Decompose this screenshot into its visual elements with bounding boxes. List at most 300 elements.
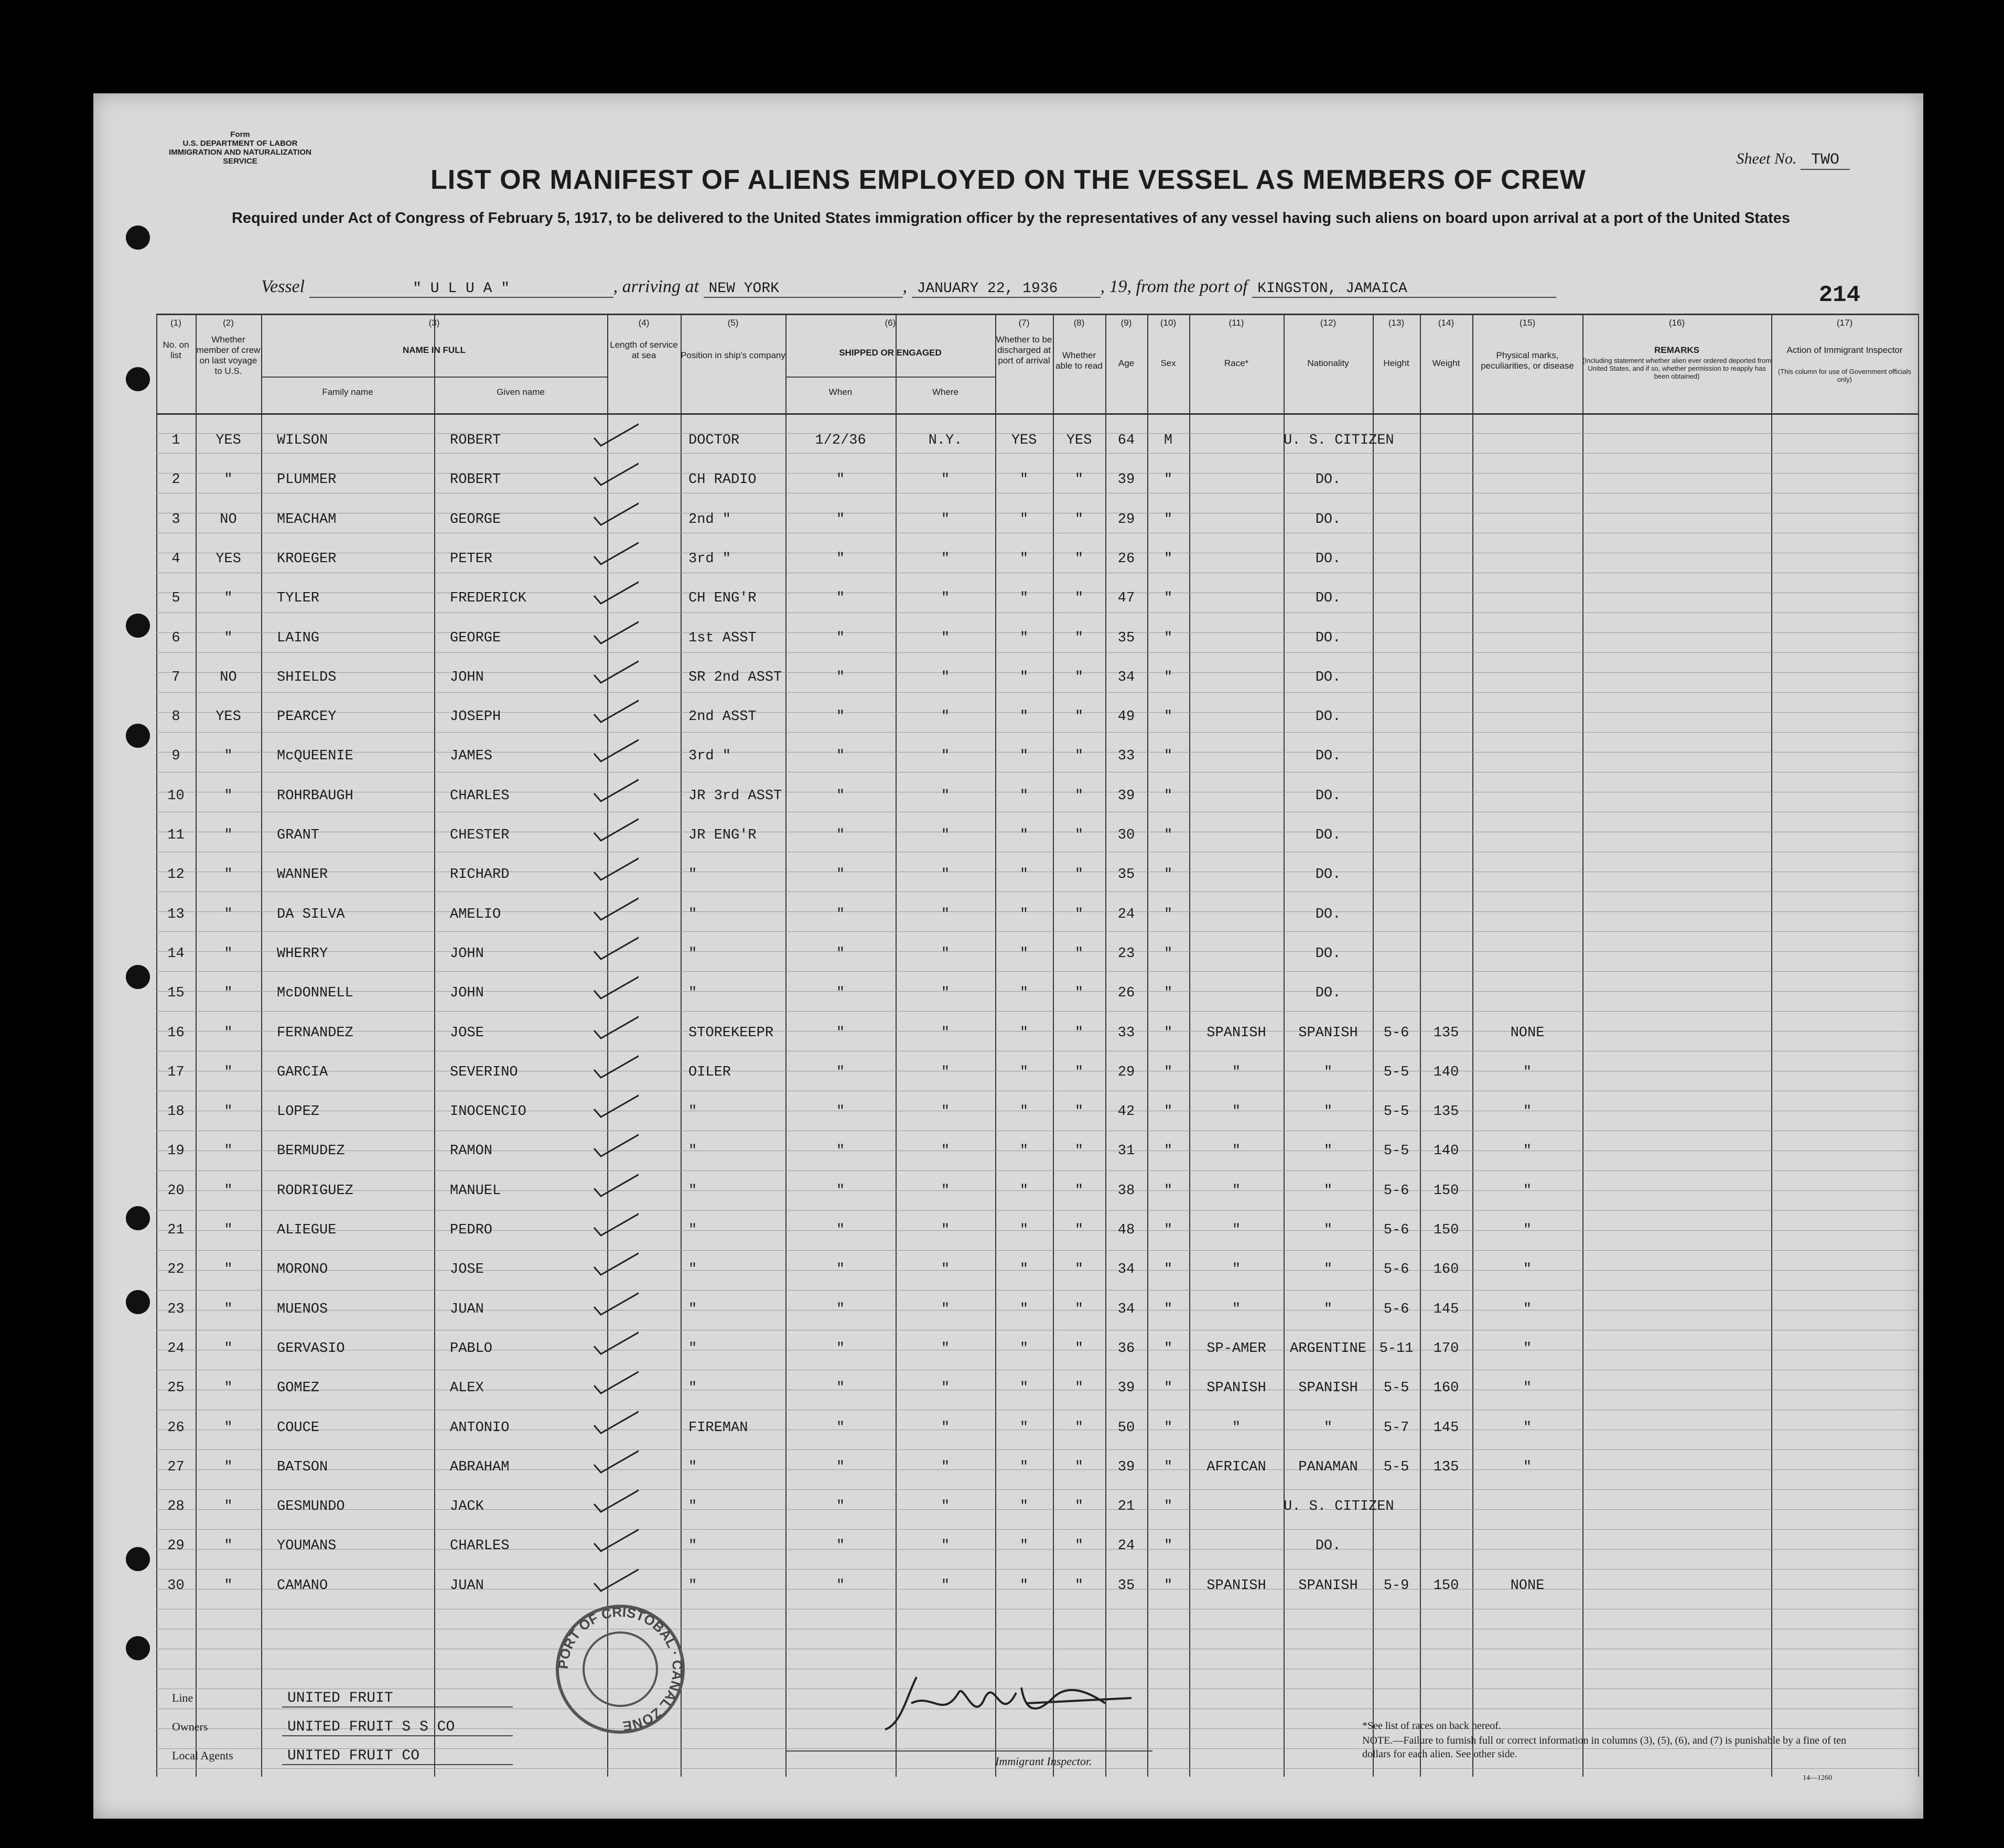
cell-wt: 160 [1433,1380,1459,1396]
cell-disch: " [1019,828,1029,843]
header-discharged: Whether to be discharged at port of arrival [996,335,1052,366]
cell-age: 24 [1117,906,1135,922]
cell-race: " [1232,1183,1241,1199]
cell-where: N.Y. [928,433,963,448]
cell-last: " [224,1025,233,1041]
cell-where: " [941,1104,950,1120]
cell-read: " [1074,709,1084,725]
cell-last: " [224,472,233,488]
cell-read: " [1074,1420,1084,1436]
cell-given: JOSE [450,1262,484,1278]
cell-where: " [941,748,950,765]
cell-read: " [1074,1301,1084,1317]
check-mark-icon [591,1404,639,1436]
vessel-name: " U L U A " [309,281,613,298]
header-no-on-list: No. on list [163,340,189,360]
cell-ht: 5-5 [1383,1459,1409,1475]
cell-wt: 135 [1433,1104,1459,1120]
check-mark-icon [591,1562,639,1594]
table-row [156,1211,1918,1251]
cell-family: DA SILVA [277,906,345,922]
signature-rule [785,1750,1152,1752]
cell-disch: " [1019,1025,1029,1041]
check-mark-icon [591,496,639,528]
cell-last: " [224,1183,233,1199]
header-physical-marks: Physical marks, peculiarities, or disease [1481,350,1574,371]
cell-race: SPANISH [1206,1577,1266,1594]
cell-given: AMELIO [450,906,501,922]
cell-when: " [836,1577,845,1594]
header-name-in-full: NAME IN FULL [403,345,466,355]
cell-where: " [941,590,950,607]
punch-hole [126,225,150,250]
cell-given: ALEX [450,1380,484,1396]
cell-given: CHARLES [450,788,510,804]
table-row [156,421,1918,461]
cell-age: 50 [1117,1420,1135,1436]
cell-read: " [1074,1262,1084,1278]
sheet-label: Sheet No. [1736,150,1797,167]
cell-disch: " [1019,867,1029,883]
cell-no: 26 [167,1420,185,1436]
cell-when: " [836,590,845,607]
cell-no: 27 [167,1459,185,1475]
cell-nat: PANAMAN [1298,1459,1358,1475]
cell-last: " [224,1577,233,1594]
cell-last: " [224,946,233,962]
header-position: Position in ship's company [681,350,785,360]
check-mark-icon [591,970,639,1001]
stamp-text: PORT OF CRISTOBAL · CANAL ZONE [555,1604,686,1735]
cell-marks: " [1523,1420,1532,1436]
cell-pos: " [688,946,697,962]
cell-where: " [941,1499,950,1515]
cell-ht: 5-5 [1383,1143,1409,1159]
cell-read: " [1074,1183,1084,1199]
cell-pos: STOREKEEPR [688,1025,774,1041]
cell-sex: " [1163,946,1173,962]
cell-disch: " [1019,1222,1029,1238]
cell-where: " [941,1222,950,1238]
cell-disch: " [1019,709,1029,725]
cell-no: 1 [171,433,180,448]
header-remarks-note: (Including statement whether alien ever ordered deported from United States, and if so, whether permission to reapply has been obtained) [1582,357,1771,380]
cell-age: 39 [1117,472,1135,488]
table-row [156,658,1918,698]
cell-age: 64 [1117,433,1135,448]
cell-wt: 145 [1433,1420,1459,1436]
table-row [156,1290,1918,1330]
table-row [156,1014,1918,1054]
table-row [156,1053,1918,1093]
cell-family: ALIEGUE [277,1222,337,1238]
cell-marks: " [1523,1340,1532,1357]
column-rule [1918,314,1919,1777]
cell-race: AFRICAN [1206,1459,1266,1475]
cell-last: " [224,1064,233,1080]
cell-age: 21 [1117,1499,1135,1515]
cell-pos: JR ENG'R [688,828,757,843]
cell-last: " [224,1262,233,1278]
cell-sex: " [1163,788,1173,804]
cell-last: YES [216,433,241,448]
cell-no: 12 [167,867,185,883]
page-number: 214 [1818,282,1860,308]
punch-hole [126,965,150,989]
cell-wt: 150 [1433,1577,1459,1594]
check-mark-icon [591,1286,639,1317]
cell-disch: YES [1011,433,1037,448]
cell-family: WILSON [277,433,328,448]
cell-pos: FIREMAN [688,1420,748,1436]
cell-nat: DO. [1315,867,1341,883]
cell-read: " [1074,1340,1084,1357]
cell-when: " [836,946,845,962]
cell-when: " [836,1538,845,1554]
cell-last: " [224,1143,233,1159]
arrival-date: JANUARY 22, 1936 [912,281,1101,298]
cell-read: " [1074,1538,1084,1554]
table-row [156,974,1918,1014]
column-number: (11) [1229,318,1244,328]
cell-nat: ARGENTINE [1290,1340,1366,1357]
cell-marks: " [1523,1183,1532,1199]
cell-nat: DO. [1315,590,1341,607]
cell-age: 30 [1117,828,1135,843]
cell-given: CHESTER [450,828,510,843]
cell-last: YES [216,551,241,567]
cell-sex: " [1163,1420,1173,1436]
cell-nat: " [1323,1262,1333,1278]
check-mark-icon [591,1009,639,1041]
cell-nat: SPANISH [1298,1380,1358,1396]
cell-where: " [941,867,950,883]
cell-last: " [224,1459,233,1475]
cell-last: " [224,590,233,607]
punch-hole [126,367,150,391]
cell-nat: " [1323,1222,1333,1238]
cell-when: " [836,551,845,567]
cell-age: 35 [1117,867,1135,883]
cell-last: " [224,1301,233,1317]
header-action-note: (This column for use of Government officials only) [1777,368,1912,383]
cell-sex: " [1163,472,1173,488]
header-shipped-engaged: SHIPPED OR ENGAGED [839,348,942,358]
cell-given: JUAN [450,1577,484,1594]
check-mark-icon [591,772,639,804]
cell-when: " [836,511,845,528]
cell-no: 9 [171,748,180,765]
cell-family: FERNANDEZ [277,1025,353,1041]
cell-disch: " [1019,1420,1029,1436]
cell-given: INOCENCIO [450,1104,526,1120]
cell-family: BATSON [277,1459,328,1475]
cell-given: ROBERT [450,472,501,488]
table-row [156,1172,1918,1211]
cell-pos: 1st ASST [688,630,757,646]
table-row [156,895,1918,935]
fine-note: NOTE.—Failure to furnish full or correct information in columns (3), (5), (6), and (7) is punishable by a fine of ten dollars for each alien. See other side. [1362,1735,1847,1760]
cell-disch: " [1019,511,1029,528]
owners-label: Owners [172,1720,208,1733]
check-mark-icon [591,693,639,725]
cell-pos: JR 3rd ASST [688,788,782,804]
check-mark-icon [591,1483,639,1514]
cell-read: " [1074,1222,1084,1238]
cell-race: " [1232,1301,1241,1317]
cell-read: " [1074,1577,1084,1594]
cell-wt: 170 [1433,1340,1459,1357]
cell-wt: 145 [1433,1301,1459,1317]
header-able-to-read: Whether able to read [1055,350,1103,371]
cell-sex: " [1163,669,1173,685]
cell-read: " [1074,1025,1084,1041]
cell-when: " [836,867,845,883]
table-row [156,619,1918,659]
column-number: (15) [1519,318,1536,328]
check-mark-icon [591,1364,639,1396]
cell-when: " [836,1301,845,1317]
cell-race: " [1232,1262,1241,1278]
cell-where: " [941,630,950,646]
cell-read: " [1074,985,1084,1002]
cell-marks: NONE [1510,1577,1545,1594]
cell-given: PABLO [450,1340,493,1357]
cell-last: " [224,1538,233,1554]
vessel-line: Vessel " U L U A " , arriving at NEW YORK , JANUARY 22, 1936 , 19, from the port of KINGSTON, JAMAICA [261,277,1834,298]
cell-no: 18 [167,1104,185,1120]
cell-last: NO [220,511,237,528]
column-number: (9) [1120,318,1132,328]
cell-read: " [1074,669,1084,685]
cell-read: " [1074,906,1084,922]
cell-read: " [1074,1380,1084,1396]
cell-read: YES [1066,433,1092,448]
cell-where: " [941,511,950,528]
cell-race: " [1232,1420,1241,1436]
cell-when: " [836,1420,845,1436]
header-nationality: Nationality [1307,358,1349,368]
column-number: (12) [1320,318,1337,328]
cell-family: WHERRY [277,946,328,962]
cell-read: " [1074,1104,1084,1120]
column-number: (3) [428,318,440,328]
agents-label: Local Agents [172,1749,233,1762]
cell-family: CAMANO [277,1577,328,1594]
cell-when: " [836,748,845,765]
cell-sex: " [1163,1538,1173,1554]
department-header [156,130,324,166]
cell-when: " [836,709,845,725]
cell-nat: DO. [1315,946,1341,962]
cell-age: 35 [1117,1577,1135,1594]
cell-where: " [941,1301,950,1317]
cell-ht: 5-7 [1383,1420,1409,1436]
cell-wt: 150 [1433,1222,1459,1238]
cell-sex: " [1163,748,1173,765]
cell-given: JOHN [450,946,484,962]
header-family-name: Family name [322,387,373,397]
cell-pos: " [688,1104,697,1120]
arriving-label: , arriving at [613,277,699,296]
cell-ht: 5-6 [1383,1025,1409,1041]
column-number: (5) [727,318,739,328]
cell-where: " [941,828,950,843]
cell-family: McQUEENIE [277,748,353,765]
cell-given: FREDERICK [450,590,526,607]
cell-where: " [941,709,950,725]
cell-age: 33 [1117,748,1135,765]
cell-marks: " [1523,1380,1532,1396]
check-mark-icon [591,615,639,646]
column-number: (14) [1438,318,1454,328]
cell-when: " [836,1380,845,1396]
cell-sex: " [1163,1222,1173,1238]
cell-disch: " [1019,1143,1029,1159]
table-row [156,1329,1918,1369]
table-row [156,697,1918,737]
cell-where: " [941,1380,950,1396]
page-subtitle: Required under Act of Congress of February 5, 1917, to be delivered to the United States immigration officer by the representatives of any vessel having such aliens on board upon arrival at a port of the United States [231,210,1791,227]
cell-nat: " [1323,1064,1333,1080]
cell-last: " [224,1380,233,1396]
cell-pos: " [688,1459,697,1475]
cell-no: 8 [171,709,180,725]
cell-given: PETER [450,551,493,567]
check-mark-icon [591,1444,639,1475]
cell-no: 21 [167,1222,185,1238]
cell-race: " [1232,1143,1241,1159]
check-mark-icon [591,851,639,883]
cell-nat: DO. [1315,551,1341,567]
cell-family: LOPEZ [277,1104,320,1120]
cell-when: 1/2/36 [815,433,866,448]
cell-read: " [1074,946,1084,962]
cell-where: " [941,669,950,685]
cell-given: GEORGE [450,511,501,528]
cell-marks: " [1523,1222,1532,1238]
cell-marks: NONE [1510,1025,1545,1041]
cell-no: 3 [171,511,180,528]
cell-where: " [941,1577,950,1594]
table-row [156,1487,1918,1527]
cell-family: GOMEZ [277,1380,320,1396]
cell-last: " [224,1340,233,1357]
cell-disch: " [1019,1499,1029,1515]
table-row [156,540,1918,579]
cell-no: 14 [167,946,185,962]
cell-when: " [836,630,845,646]
header-height: Height [1383,358,1409,368]
cell-last: " [224,867,233,883]
column-number: (7) [1018,318,1030,328]
cell-last: " [224,1222,233,1238]
year-label: , 19 [1100,277,1127,296]
cell-disch: " [1019,1380,1029,1396]
cell-ht: 5-6 [1383,1222,1409,1238]
cell-pos: 3rd " [688,748,731,765]
header-given-name: Given name [497,387,545,397]
cell-given: JOSEPH [450,709,501,725]
cell-when: " [836,788,845,804]
cell-sex: " [1163,1459,1173,1475]
cell-when: " [836,1064,845,1080]
cell-no: 20 [167,1183,185,1199]
cell-no: 7 [171,669,180,685]
cell-marks: " [1523,1143,1532,1159]
cell-where: " [941,1459,950,1475]
cell-when: " [836,1262,845,1278]
cell-pos: OILER [688,1064,731,1080]
header-age: Age [1118,358,1135,368]
check-mark-icon [591,1049,639,1080]
cell-where: " [941,1183,950,1199]
cell-when: " [836,828,845,843]
cell-disch: " [1019,748,1029,765]
check-mark-icon [591,1127,639,1159]
cell-wt: 140 [1433,1143,1459,1159]
cell-pos: " [688,1222,697,1238]
cell-given: ROBERT [450,433,501,448]
cell-nat: DO. [1315,788,1341,804]
cell-family: COUCE [277,1420,320,1436]
cell-nat: DO. [1315,511,1341,528]
cell-ht: 5-6 [1383,1301,1409,1317]
cell-no: 30 [167,1577,185,1594]
punch-hole [126,1636,150,1660]
cell-sex: " [1163,551,1173,567]
table-row [156,1448,1918,1488]
cell-no: 5 [171,590,180,607]
cell-given: JACK [450,1499,484,1515]
cell-where: " [941,472,950,488]
header-sex: Sex [1160,358,1176,368]
column-number: (1) [170,318,181,328]
cell-family: BERMUDEZ [277,1143,345,1159]
cell-when: " [836,1143,845,1159]
cell-nat: DO. [1315,1538,1341,1554]
cell-no: 19 [167,1143,185,1159]
cell-sex: " [1163,709,1173,725]
cell-where: " [941,946,950,962]
cell-disch: " [1019,1301,1029,1317]
cell-given: CHARLES [450,1538,510,1554]
cell-race: " [1232,1222,1241,1238]
cell-nat: DO. [1315,669,1341,685]
cell-family: KROEGER [277,551,337,567]
cell-last: NO [220,669,237,685]
cell-nat: DO. [1315,709,1341,725]
cell-family: TYLER [277,590,320,607]
header-remarks: REMARKS [1654,345,1699,355]
vessel-label: Vessel [261,277,305,296]
crew-table [156,314,1918,1777]
cell-no: 29 [167,1538,185,1554]
cell-when: " [836,985,845,1002]
punch-hole [126,1547,150,1571]
cell-sex: " [1163,828,1173,843]
cell-where: " [941,906,950,922]
cell-sex: " [1163,1301,1173,1317]
cell-nat: " [1323,1301,1333,1317]
cell-no: 25 [167,1380,185,1396]
cell-disch: " [1019,1262,1029,1278]
cell-pos: " [688,1143,697,1159]
cell-sex: " [1163,1380,1173,1396]
cell-sex: " [1163,1499,1173,1515]
cell-pos: SR 2nd ASST [688,669,782,685]
cell-when: " [836,1025,845,1041]
